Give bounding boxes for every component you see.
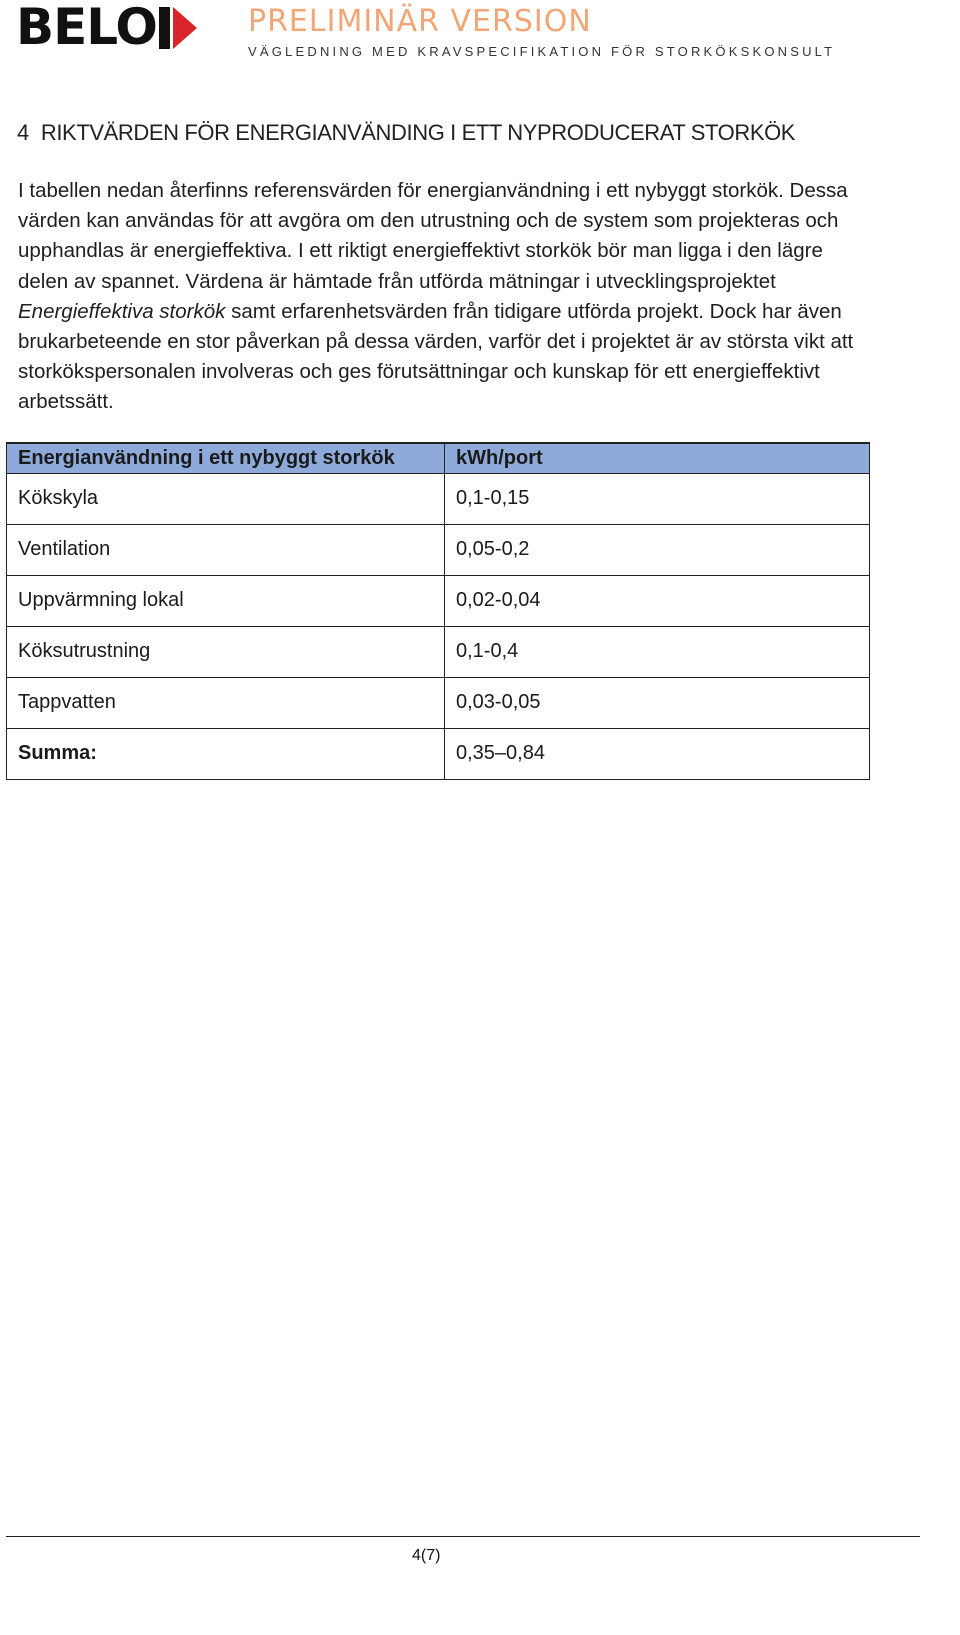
row-value: 0,1-0,4 [445,626,870,677]
table-header-row [7,443,870,473]
section-title: RIKTVÄRDEN FÖR ENERGIANVÄNDING I ETT NYPRODUCERAT STORKÖK [40,120,796,145]
paragraph-italic-project: Energieffektiva storkök [18,299,226,323]
intro-paragraph [18,176,878,418]
row-label: Uppvärmning lokal [7,575,445,626]
table-row [7,575,870,626]
preliminary-version-label: PRELIMINÄR VERSION [248,4,592,39]
section-heading [17,120,795,146]
footer-divider [6,1536,920,1537]
document-subtitle: VÄGLEDNING MED KRAVSPECIFIKATION FÖR STORKÖKSKONSULT [248,44,836,59]
row-value: 0,03-0,05 [445,677,870,728]
belok-logo [16,0,199,56]
table-total-row [7,728,870,779]
row-value: 0,05-0,2 [445,524,870,575]
energy-table [6,442,870,780]
table-row [7,473,870,524]
table-header-unit: kWh/port [445,443,870,473]
logo-text: BELO [16,0,157,56]
row-label: Tappvatten [7,677,445,728]
row-label: Köksutrustning [7,626,445,677]
row-label: Ventilation [7,524,445,575]
paragraph-text-2: samt erfarenhetsvärden från tidigare utförda projekt. Dock har även brukarbeteende en stor påverkan på dessa värden, varför det i projektet är av största vikt att storkökspersonalen involveras och ges förutsättningar och kunskap för ett energieffektivt arbetssätt. [18,299,854,414]
table-row [7,677,870,728]
paragraph-text-1: I tabellen nedan återfinns referensvärden för energianvändning i ett nybyggt storkök. Dessa värden kan användas för att avgöra om den utrustning och de system som projekteras och upphandlas är energieffektiva. I ett riktigt energieffektivt storkök bör man ligga i den lägre delen av spannet. Värdena är hämtade från utförda mätningar i utvecklingsprojektet [18,179,848,293]
section-number: 4 [17,120,29,145]
table-row [7,626,870,677]
total-value: 0,35–0,84 [445,728,870,779]
total-label: Summa: [7,728,445,779]
row-label: Kökskyla [7,473,445,524]
table-header-category: Energianvändning i ett nybyggt storkök [7,443,445,473]
page-number: 4(7) [412,1547,441,1564]
row-value: 0,02-0,04 [445,575,870,626]
table-row [7,524,870,575]
row-value: 0,1-0,15 [445,473,870,524]
logo-k-mark [159,5,199,49]
